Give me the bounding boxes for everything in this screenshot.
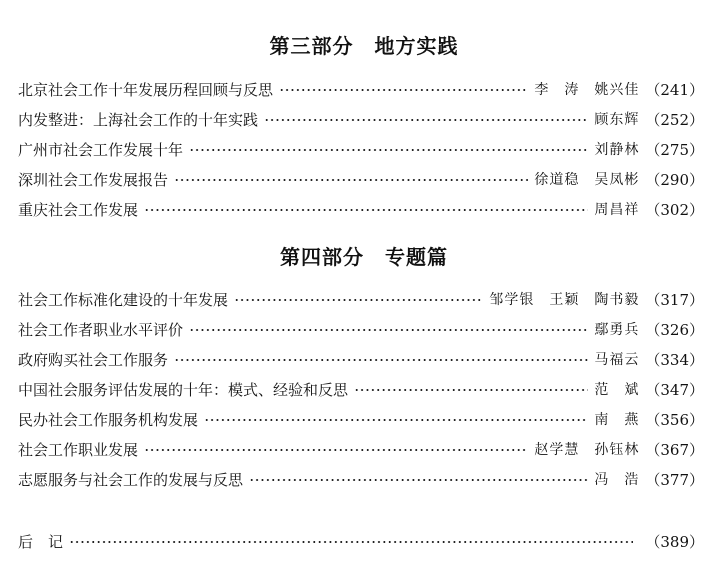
entry-title: 广州市社会工作发展十年	[18, 140, 184, 159]
toc-entry[interactable]	[18, 287, 704, 311]
entry-title: 深圳社会工作发展报告	[18, 170, 169, 189]
leader-dots	[249, 479, 588, 481]
leader-dots	[264, 119, 588, 121]
leader-dots	[204, 419, 588, 421]
entry-page: （347）	[645, 380, 704, 399]
leader-dots	[189, 329, 588, 331]
entry-page: （367）	[645, 440, 704, 459]
toc-entry[interactable]	[18, 467, 704, 491]
toc-entry[interactable]	[18, 77, 704, 101]
entry-title: 政府购买社会工作服务	[18, 350, 169, 369]
entry-page: （290）	[645, 170, 704, 189]
leader-dots	[279, 89, 528, 91]
entry-title: 北京社会工作十年发展历程回顾与反思	[18, 80, 274, 99]
entry-title: 社会工作职业发展	[18, 440, 139, 459]
entry-page: （317）	[645, 290, 704, 309]
entry-authors: 邹学银 王颖 陶书毅	[489, 292, 640, 308]
toc-entry[interactable]	[18, 167, 704, 191]
toc-entry[interactable]	[18, 317, 704, 341]
entry-authors: 顾东辉	[594, 112, 640, 128]
leader-dots	[69, 541, 633, 543]
entry-title: 重庆社会工作发展	[18, 200, 139, 219]
entry-title: 社会工作标准化建设的十年发展	[18, 290, 229, 309]
entry-page: （356）	[645, 410, 704, 429]
toc-entry[interactable]	[18, 137, 704, 161]
entry-title: 后 记	[18, 532, 64, 551]
entry-page: （302）	[645, 200, 704, 219]
toc-entry[interactable]	[18, 347, 704, 371]
entry-authors: 范 斌	[594, 382, 640, 398]
leader-dots	[189, 149, 588, 151]
entry-page: （389）	[645, 532, 704, 551]
toc-entry-afterword[interactable]	[18, 529, 704, 553]
leader-dots	[144, 209, 588, 211]
entry-authors: 南 燕	[594, 412, 640, 428]
leader-dots	[354, 389, 588, 391]
leader-dots	[174, 179, 528, 181]
entry-page: （377）	[645, 470, 704, 489]
toc-entry[interactable]	[18, 107, 704, 131]
entry-title: 内发整进：上海社会工作的十年实践	[18, 110, 259, 129]
leader-dots	[144, 449, 528, 451]
toc-entry[interactable]	[18, 197, 704, 221]
entry-page: （326）	[645, 320, 704, 339]
leader-dots	[174, 359, 588, 361]
part4-heading: 第四部分 专题篇	[280, 245, 448, 269]
entry-authors: 刘静林	[594, 142, 640, 158]
entry-authors: 徐道稳 吴凤彬	[534, 172, 640, 188]
entry-authors: 周昌祥	[594, 202, 640, 218]
entry-authors: 冯 浩	[594, 472, 640, 488]
entry-page: （275）	[645, 140, 704, 159]
entry-page: （241）	[645, 80, 704, 99]
entry-title: 民办社会工作服务机构发展	[18, 410, 199, 429]
entry-title: 社会工作者职业水平评价	[18, 320, 184, 339]
part3-heading: 第三部分 地方实践	[269, 34, 459, 58]
entry-page: （334）	[645, 350, 704, 369]
entry-title: 志愿服务与社会工作的发展与反思	[18, 470, 244, 489]
toc-entry[interactable]	[18, 377, 704, 401]
entry-authors: 赵学慧 孙钰林	[534, 442, 640, 458]
entry-page: （252）	[645, 110, 704, 129]
leader-dots	[234, 299, 483, 301]
entry-authors: 鄢勇兵	[594, 322, 640, 338]
toc-entry[interactable]	[18, 437, 704, 461]
toc-entry[interactable]	[18, 407, 704, 431]
entry-title: 中国社会服务评估发展的十年：模式、经验和反思	[18, 380, 349, 399]
entry-authors: 马福云	[594, 352, 640, 368]
entry-authors: 李 涛 姚兴佳	[534, 82, 640, 98]
